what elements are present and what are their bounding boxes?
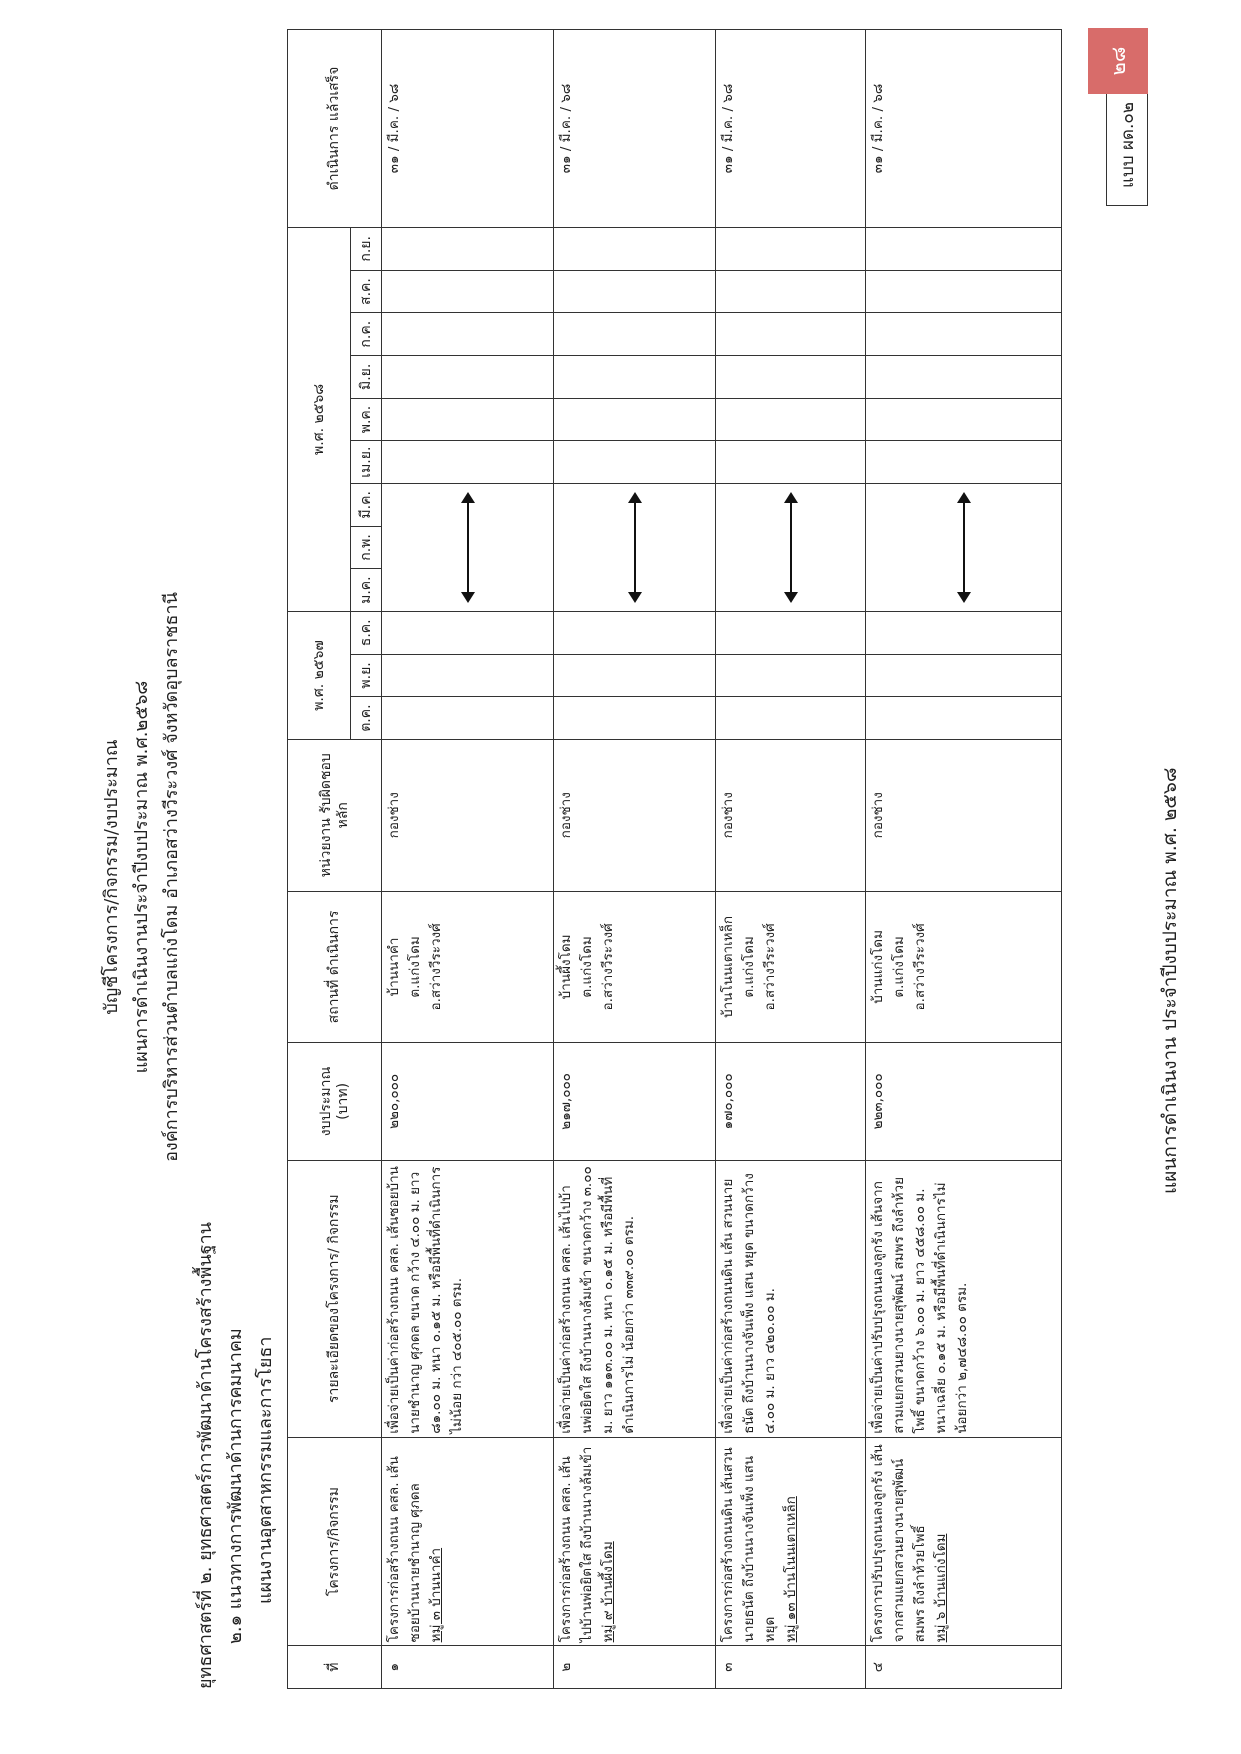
project-name-cell — [866, 1437, 1062, 1646]
month-cell — [554, 654, 716, 697]
responsible-unit: กองช่าง — [716, 739, 866, 891]
month-header: พ.ค. — [351, 398, 382, 441]
location-cell — [716, 891, 866, 1043]
row-number: ๓ — [716, 1646, 866, 1689]
month-cell — [866, 611, 1062, 654]
project-village: หมู่ ๖ บ้านแก่งโดม — [932, 1533, 949, 1643]
month-cell — [866, 654, 1062, 697]
duration-arrow-icon — [963, 494, 965, 601]
project-village: หมู่ ๓ บ้านนาคำ — [427, 1547, 444, 1643]
header-location: สถานที่ ดำเนินการ — [288, 891, 382, 1043]
month-cell — [382, 270, 554, 313]
responsible-unit: กองช่าง — [554, 739, 716, 891]
gantt-span-cell — [554, 483, 716, 611]
month-cell — [554, 441, 716, 484]
location-cell — [866, 891, 1062, 1043]
location-cell — [554, 891, 716, 1043]
budget-amount: ๑๗๐,๐๐๐ — [716, 1043, 866, 1160]
project-name: โครงการก่อสร้างถนน คสล. เส้นซอยบ้านนายชำนาญ ศุภดล — [386, 1456, 423, 1643]
month-cell — [866, 227, 1062, 270]
location-line: ต.แก่งโดม — [890, 936, 907, 998]
month-cell — [866, 441, 1062, 484]
month-cell — [716, 356, 866, 399]
form-code-box: แบบ ผด.๐๒ — [1106, 84, 1148, 206]
month-header: ก.พ. — [351, 526, 382, 569]
month-header: พ.ย. — [351, 654, 382, 697]
gantt-span-cell — [382, 483, 554, 611]
month-cell — [382, 398, 554, 441]
month-cell — [716, 611, 866, 654]
table-row — [866, 30, 1062, 1689]
month-header: ส.ค. — [351, 270, 382, 313]
location-line: อ.สว่างวีระวงศ์ — [911, 923, 928, 1011]
header-year-2567: พ.ศ. ๒๕๖๗ — [288, 611, 351, 739]
month-cell — [382, 441, 554, 484]
gantt-span-cell — [716, 483, 866, 611]
heading-line-2: แผนการดำเนินงานประจำปีงบประมาณ พ.ศ.๒๕๖๘ — [131, 680, 152, 1074]
completion-date: ๓๑ / มี.ค. / ๖๘ — [554, 30, 716, 228]
month-header: ม.ค. — [351, 569, 382, 612]
location-line: ต.แก่งโดม — [578, 936, 595, 998]
month-cell — [866, 398, 1062, 441]
heading-line-1: บัญชีโครงการ/กิจกรรม/งบประมาณ — [101, 739, 122, 1015]
duration-arrow-icon — [790, 494, 792, 601]
row-number: ๒ — [554, 1646, 716, 1689]
month-cell — [554, 227, 716, 270]
month-header: ก.ย. — [351, 227, 382, 270]
month-cell — [866, 313, 1062, 356]
month-header: ธ.ค. — [351, 611, 382, 654]
month-cell — [382, 697, 554, 740]
month-cell — [716, 313, 866, 356]
month-cell — [554, 697, 716, 740]
month-cell — [554, 270, 716, 313]
month-header: เม.ย. — [351, 441, 382, 484]
month-header: มิ.ย. — [351, 356, 382, 399]
footer-title: แผนการดำเนินงาน ประจำปีงบประมาณ พ.ศ. ๒๕๖๘ — [1159, 767, 1181, 1194]
project-name: โครงการก่อสร้างถนน คสล. เส้นไปบ้านพ่อยิตใส ถึงบ้านนางล้มเข้า — [558, 1446, 595, 1643]
header-project: โครงการ/กิจกรรม — [288, 1437, 382, 1646]
header-done: ดำเนินการ แล้วเสร็จ — [288, 30, 382, 228]
duration-arrow-icon — [467, 494, 469, 601]
header-year-2568: พ.ศ. ๒๕๖๘ — [288, 227, 351, 611]
month-cell — [554, 398, 716, 441]
month-cell — [382, 227, 554, 270]
header-no: ที่ — [288, 1646, 382, 1689]
month-header: มี.ค. — [351, 483, 382, 526]
month-cell — [866, 697, 1062, 740]
responsible-unit: กองช่าง — [382, 739, 554, 891]
location-cell — [382, 891, 554, 1043]
month-cell — [554, 611, 716, 654]
plan-table — [287, 29, 1062, 1689]
month-cell — [866, 270, 1062, 313]
location-line: ต.แก่งโดม — [406, 936, 423, 998]
month-cell — [716, 441, 866, 484]
table-row — [554, 30, 716, 1689]
strategy-line-2: ๒.๑ แนวทางการพัฒนาด้านการคมนาคม — [225, 1328, 246, 1644]
month-header: ก.ค. — [351, 313, 382, 356]
month-cell — [382, 654, 554, 697]
location-line: อ.สว่างวีระวงศ์ — [599, 923, 616, 1011]
row-number: ๑ — [382, 1646, 554, 1689]
month-cell — [716, 697, 866, 740]
month-header: ต.ค. — [351, 697, 382, 740]
project-name-cell — [382, 1437, 554, 1646]
strategy-line-1: ยุทธศาสตร์ที่ ๒. ยุทธศาสตร์การพัฒนาด้านโครงสร้างพื้นฐาน — [195, 1222, 216, 1689]
budget-amount: ๒๑๗,๐๐๐ — [554, 1043, 716, 1160]
completion-date: ๓๑ / มี.ค. / ๖๘ — [866, 30, 1062, 228]
header-detail: รายละเอียดของโครงการ/ กิจกรรม — [288, 1160, 382, 1437]
project-detail: เพื่อจ่ายเป็นค่าก่อสร้างถนน คสล. เส้นไปบ้านพ่อยิตใส ถึงบ้านนางล้มเข้า ขนาดกว้าง ๓.๐๐ ม. ยาว ๑๑๓.๐๐ ม. หนา ๐.๑๕ ม. หรือมีพื้นที่ดำเนินการไม่ น้อยกว่า ๓๓๙.๐๐ ตรม. — [554, 1160, 716, 1437]
location-line: บ้านแก่งโดม — [870, 930, 886, 1004]
heading-line-3: องค์การบริหารส่วนตำบลแก่งโดม อำเภอสว่างวีระวงศ์ จังหวัดอุบลราชธานี — [161, 592, 182, 1162]
project-name: โครงการก่อสร้างถนนดิน เส้นสวนนายธนัต ถึงบ้านนางจันเพ็ง แสนหยุด — [720, 1447, 778, 1643]
month-cell — [382, 313, 554, 356]
project-village: หมู่ ๑๓ บ้านโนนเตาเหล็ก — [782, 1496, 799, 1643]
month-cell — [716, 398, 866, 441]
duration-arrow-icon — [634, 494, 636, 601]
location-line: บ้านผึ้งโดม — [558, 934, 574, 1000]
completion-date: ๓๑ / มี.ค. / ๖๘ — [716, 30, 866, 228]
month-cell — [382, 611, 554, 654]
project-village: หมู่ ๙ บ้านผึ้งโดม — [599, 1541, 616, 1643]
row-number: ๔ — [866, 1646, 1062, 1689]
month-cell — [382, 356, 554, 399]
location-line: อ.สว่างวีระวงศ์ — [761, 923, 778, 1011]
header-budget: งบประมาณ (บาท) — [288, 1043, 382, 1160]
location-line: บ้านนาคำ — [386, 937, 402, 997]
strategy-line-3: แผนงานอุตสาหกรรมและการโยธา — [255, 1336, 276, 1604]
table-row — [716, 30, 866, 1689]
project-detail: เพื่อจ่ายเป็นค่าปรับปรุงถนนลงลูกรัง เส้นจากสามแยกสวนยางนายสุพัฒน์ สมพร ถึงลำห้วยโพธิ์ ขนาดกว้าง ๖.๐๐ ม. ยาว ๔๕๘.๐๐ ม. หนาเฉลี่ย ๐.๑๕ ม. หรือมีพื้นที่ดำเนินการไม่น้อยกว่า ๒,๗๔๘.๐๐ ตรม. — [866, 1160, 1062, 1437]
project-name: โครงการปรับปรุงถนนลงลูกรัง เส้นจากสามแยกสวนยางนายสุพัฒน์ สมพร ถึงลำห้วยโพธิ์ — [870, 1444, 928, 1643]
budget-amount: ๒๒๓,๐๐๐ — [866, 1043, 1062, 1160]
page-number-badge: ๒๘ — [1088, 28, 1148, 94]
location-line: อ.สว่างวีระวงศ์ — [427, 923, 444, 1011]
project-name-cell — [554, 1437, 716, 1646]
completion-date: ๓๑ / มี.ค. / ๖๘ — [382, 30, 554, 228]
location-line: ต.แก่งโดม — [740, 936, 757, 998]
gantt-span-cell — [866, 483, 1062, 611]
project-detail: เพื่อจ่ายเป็นค่าก่อสร้างถนนดิน เส้น สวนนายธนัต ถึงบ้านนางจันเพ็ง แสน หยุด ขนาดกว้าง ๔.๐๐ ม. ยาว ๔๒๐.๐๐ ม. — [716, 1160, 866, 1437]
header-unit: หน่วยงาน รับผิดชอบหลัก — [288, 739, 382, 891]
budget-amount: ๒๒๐,๐๐๐ — [382, 1043, 554, 1160]
month-cell — [716, 227, 866, 270]
month-cell — [716, 654, 866, 697]
project-name-cell — [716, 1437, 866, 1646]
month-cell — [554, 313, 716, 356]
project-detail: เพื่อจ่ายเป็นค่าก่อสร้างถนน คสล. เส้นซอยบ้านนายชำนาญ ศุภดล ขนาด กว้าง ๔.๐๐ ม. ยาว ๘๑.๐๐ ม. หนา ๐.๑๕ ม. หรือมีพื้นที่ดำเนินการไม่น้อย กว่า ๔๐๕.๐๐ ตรม. — [382, 1160, 554, 1437]
table-row — [382, 30, 554, 1689]
month-cell — [716, 270, 866, 313]
month-cell — [554, 356, 716, 399]
location-line: บ้านโนนเตาเหล็ก — [720, 915, 736, 1018]
responsible-unit: กองช่าง — [866, 739, 1062, 891]
month-cell — [866, 356, 1062, 399]
